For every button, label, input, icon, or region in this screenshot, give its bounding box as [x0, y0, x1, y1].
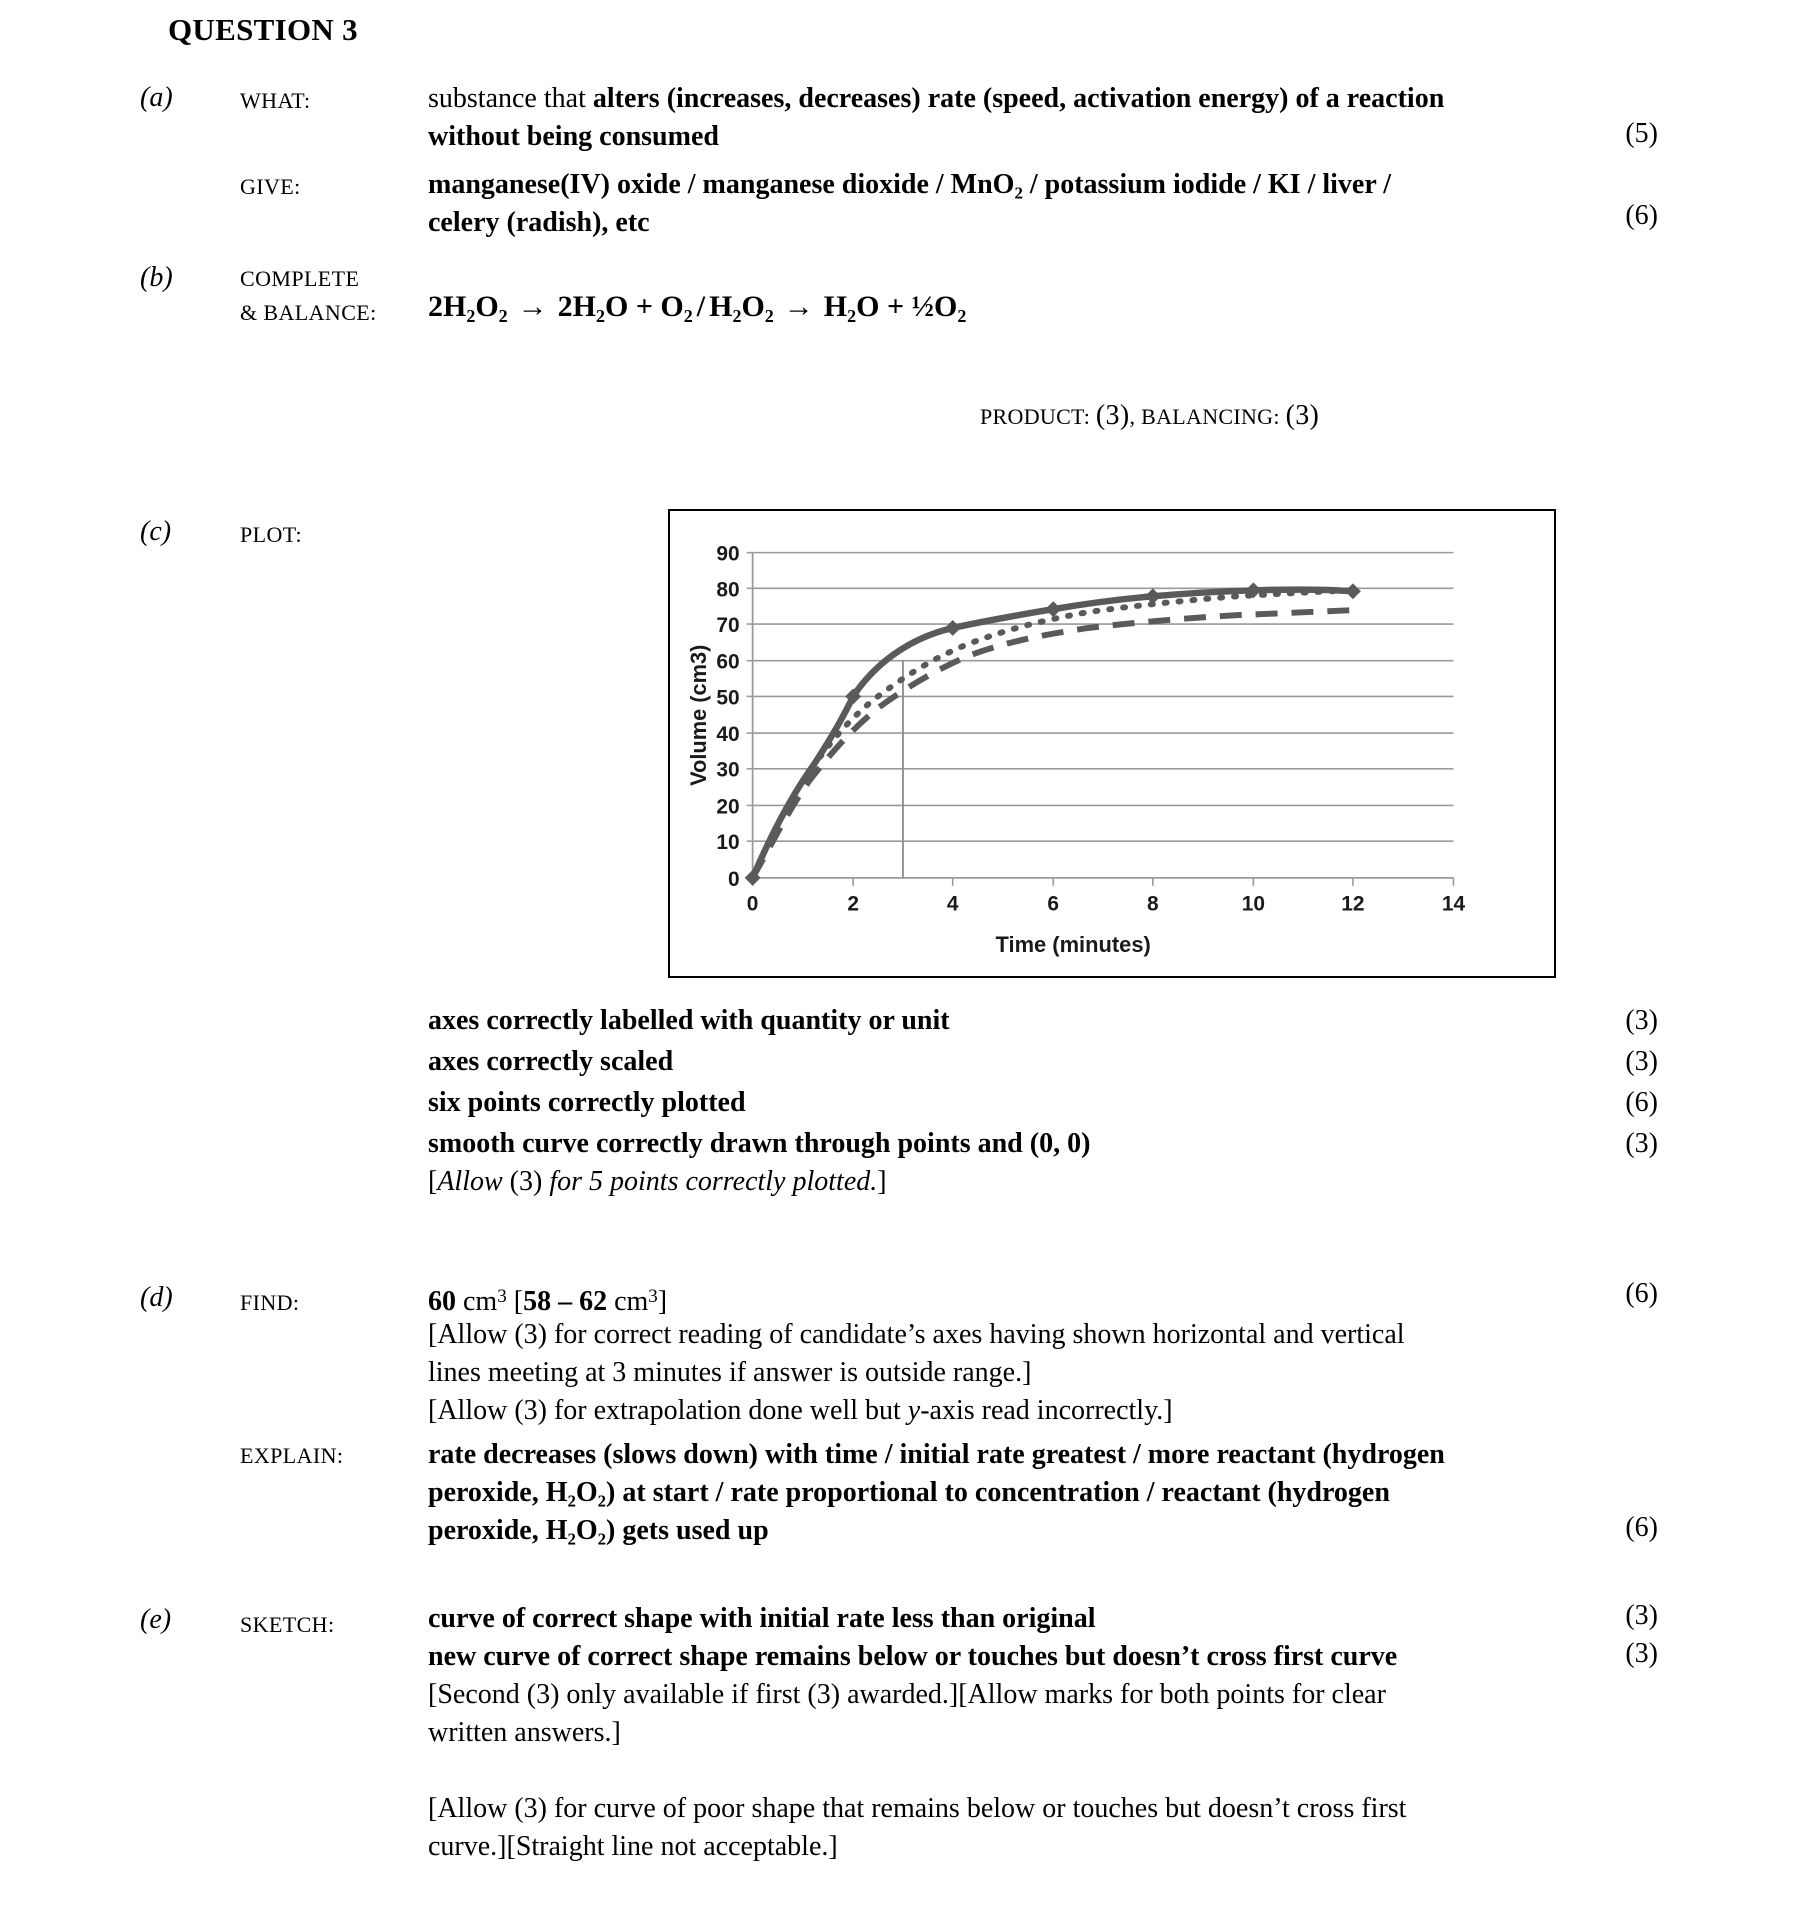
data-point-marker [945, 620, 961, 636]
y-axis-title: Volume (cm3) [685, 644, 711, 786]
part-d-marks-find: (6) [1625, 1278, 1658, 1309]
part-d-keyword-explain: EXPLAIN: [240, 1443, 344, 1468]
x-tick-label: 8 [1146, 892, 1159, 916]
note2-suffix: -axis read incorrectly.] [920, 1395, 1173, 1426]
part-a-give-line2: celery (radish), etc [428, 207, 650, 238]
x-tick-label: 12 [1341, 892, 1365, 916]
note-line: written answers.] [428, 1717, 621, 1748]
x-axis-title: Time (minutes) [995, 932, 1151, 958]
equation-right-2: H₂O + ½O₂ [823, 290, 967, 323]
criteria-marks: (6) [1625, 1087, 1658, 1118]
y-tick-label: 60 [716, 650, 740, 674]
part-d-answer [428, 1278, 1658, 1321]
criteria-marks: (3) [1625, 1128, 1658, 1159]
equation-right-1: 2H₂O + O₂ [557, 290, 693, 323]
find-unit: cm [456, 1285, 498, 1317]
part-a-answer-give [428, 166, 1658, 242]
part-c-keyword-plot: PLOT: [240, 522, 303, 547]
equation-left-1: 2H₂O₂ [428, 290, 508, 323]
part-label-c: (c) [140, 516, 172, 547]
part-a-keyword-give: GIVE: [240, 174, 301, 199]
part-c-criteria-marks [1538, 1000, 1658, 1164]
part-b-keyword-complete: COMPLETE [240, 266, 360, 291]
x-tick-label: 14 [1441, 892, 1466, 916]
find-range-unit: cm [607, 1285, 649, 1317]
note2-axis-letter: y [907, 1395, 921, 1426]
part-a-marks-give: (6) [1625, 200, 1658, 231]
part-a-marks-what: (5) [1625, 118, 1658, 149]
find-unit-exponent: 3 [497, 1286, 507, 1307]
note-line: [Allow (3) for correct reading of candidate’s axes having shown horizontal and vertical [428, 1319, 1405, 1350]
x-tick-label: 2 [847, 892, 859, 916]
y-tick-label: 10 [716, 831, 740, 855]
part-label-a: (a) [140, 82, 173, 113]
note-line-2 [428, 1392, 1658, 1430]
find-value: 60 [428, 1285, 456, 1317]
part-b-equation [428, 290, 966, 324]
y-tick-label: 20 [716, 795, 740, 819]
part-label-b: (b) [140, 262, 173, 293]
y-axis-ticks [747, 553, 753, 878]
part-d-explain [428, 1436, 1658, 1550]
product-label: PRODUCT: [980, 404, 1091, 429]
criteria-marks: (3) [1625, 1046, 1658, 1077]
part-b-keyword-balance: & BALANCE: [240, 300, 377, 325]
note-line: [Second (3) only available if first (3) awarded.][Allow marks for both points for clear [428, 1679, 1386, 1710]
allow-note-word: Allow [437, 1166, 503, 1197]
criteria-item: smooth curve correctly drawn through points and (0, 0) [428, 1128, 1091, 1159]
find-range-close: ] [657, 1285, 668, 1317]
series-dashed-curve [753, 610, 1353, 878]
part-a-answer-plain: substance that [428, 83, 593, 114]
part-e-marks-2: (3) [1625, 1638, 1658, 1669]
x-tick-label: 4 [946, 892, 959, 916]
part-b-mark-breakdown [980, 400, 1319, 432]
note-line: curve.][Straight line not acceptable.] [428, 1831, 838, 1862]
sketch-line: new curve of correct shape remains below or touches but doesn’t cross first curve [428, 1641, 1398, 1672]
data-point-marker [1345, 583, 1361, 599]
allow-note-marks: (3) [502, 1166, 550, 1197]
chart-svg [670, 511, 1554, 976]
part-e-keyword-sketch: SKETCH: [240, 1612, 335, 1637]
criteria-item: six points correctly plotted [428, 1087, 746, 1118]
x-tick-label: 0 [746, 892, 759, 916]
sketch-line: curve of correct shape with initial rate less than original [428, 1603, 1096, 1634]
mark-separator: , [1129, 404, 1136, 429]
part-c-criteria-list [428, 1000, 1658, 1164]
part-d-note-1 [428, 1316, 1658, 1430]
note-line: [Allow (3) for curve of poor shape that remains below or touches but doesn’t cross first [428, 1793, 1407, 1824]
part-a-give-line1: manganese(IV) oxide / manganese dioxide / MnO₂ / potassium iodide / KI / liver / [428, 169, 1392, 200]
x-axis-tick-labels [747, 893, 1466, 916]
y-tick-label: 0 [728, 867, 740, 891]
allow-note-rest: for 5 points correctly plotted. [549, 1166, 878, 1197]
part-a-answer-bold-line1: alters (increases, decreases) rate (speed, activation energy) of a reaction [592, 83, 1445, 114]
allow-note-open: [ [428, 1166, 438, 1197]
equation-left-2: H₂O₂ [709, 290, 774, 323]
product-marks: (3) [1095, 400, 1130, 431]
part-e-note-2 [428, 1790, 1658, 1866]
volume-vs-time-chart [668, 509, 1556, 978]
y-tick-label: 80 [716, 578, 740, 602]
part-e-note-1 [428, 1676, 1658, 1752]
criteria-item: axes correctly scaled [428, 1046, 674, 1077]
y-axis-tick-labels [716, 543, 739, 891]
part-label-e: (e) [140, 1604, 172, 1635]
y-tick-label: 50 [716, 686, 740, 710]
reaction-arrow-icon: → [517, 290, 548, 323]
y-tick-label: 40 [716, 723, 740, 747]
allow-note-close: ] [877, 1166, 887, 1197]
balancing-marks: (3) [1285, 400, 1320, 431]
part-a-keyword-what: WHAT: [240, 88, 311, 113]
y-tick-label: 70 [716, 613, 740, 637]
part-a-answer-bold-line2: without being consumed [428, 121, 719, 152]
part-c-allow-note [428, 1163, 1658, 1201]
explain-line: rate decreases (slows down) with time / initial rate greatest / more reactant (hydrogen [428, 1439, 1445, 1470]
data-point-marker [1045, 601, 1061, 617]
x-axis-ticks [753, 878, 1454, 886]
x-tick-label: 6 [1047, 892, 1060, 916]
part-d-keyword-find: FIND: [240, 1290, 300, 1315]
explain-line: peroxide, H₂O₂) at start / rate proportional to concentration / reactant (hydrogen [428, 1477, 1390, 1508]
note2-prefix: [Allow (3) for extrapolation done well but [428, 1395, 908, 1426]
page-title: QUESTION 3 [168, 12, 358, 47]
balancing-label: BALANCING: [1141, 404, 1280, 429]
part-d-marks-explain: (6) [1625, 1512, 1658, 1543]
part-label-d: (d) [140, 1282, 173, 1313]
part-e-sketch-criteria [428, 1600, 1628, 1676]
equation-separator: / [696, 290, 706, 323]
part-a-answer-what [428, 80, 1658, 156]
y-tick-label: 30 [716, 758, 740, 782]
y-tick-label: 90 [716, 542, 740, 566]
find-range-value: 58 – 62 [523, 1285, 608, 1317]
find-range-exponent: 3 [648, 1286, 658, 1307]
x-tick-label: 10 [1241, 892, 1265, 916]
note-line: lines meeting at 3 minutes if answer is outside range.] [428, 1357, 1032, 1388]
reaction-arrow-2-icon: → [783, 290, 814, 323]
criteria-item: axes correctly labelled with quantity or unit [428, 1005, 950, 1036]
data-point-marker [1145, 588, 1161, 604]
find-range-open: [ [506, 1285, 524, 1317]
part-e-marks-1: (3) [1625, 1600, 1658, 1631]
explain-line: peroxide, H₂O₂) gets used up [428, 1515, 769, 1546]
criteria-marks: (3) [1625, 1005, 1658, 1036]
